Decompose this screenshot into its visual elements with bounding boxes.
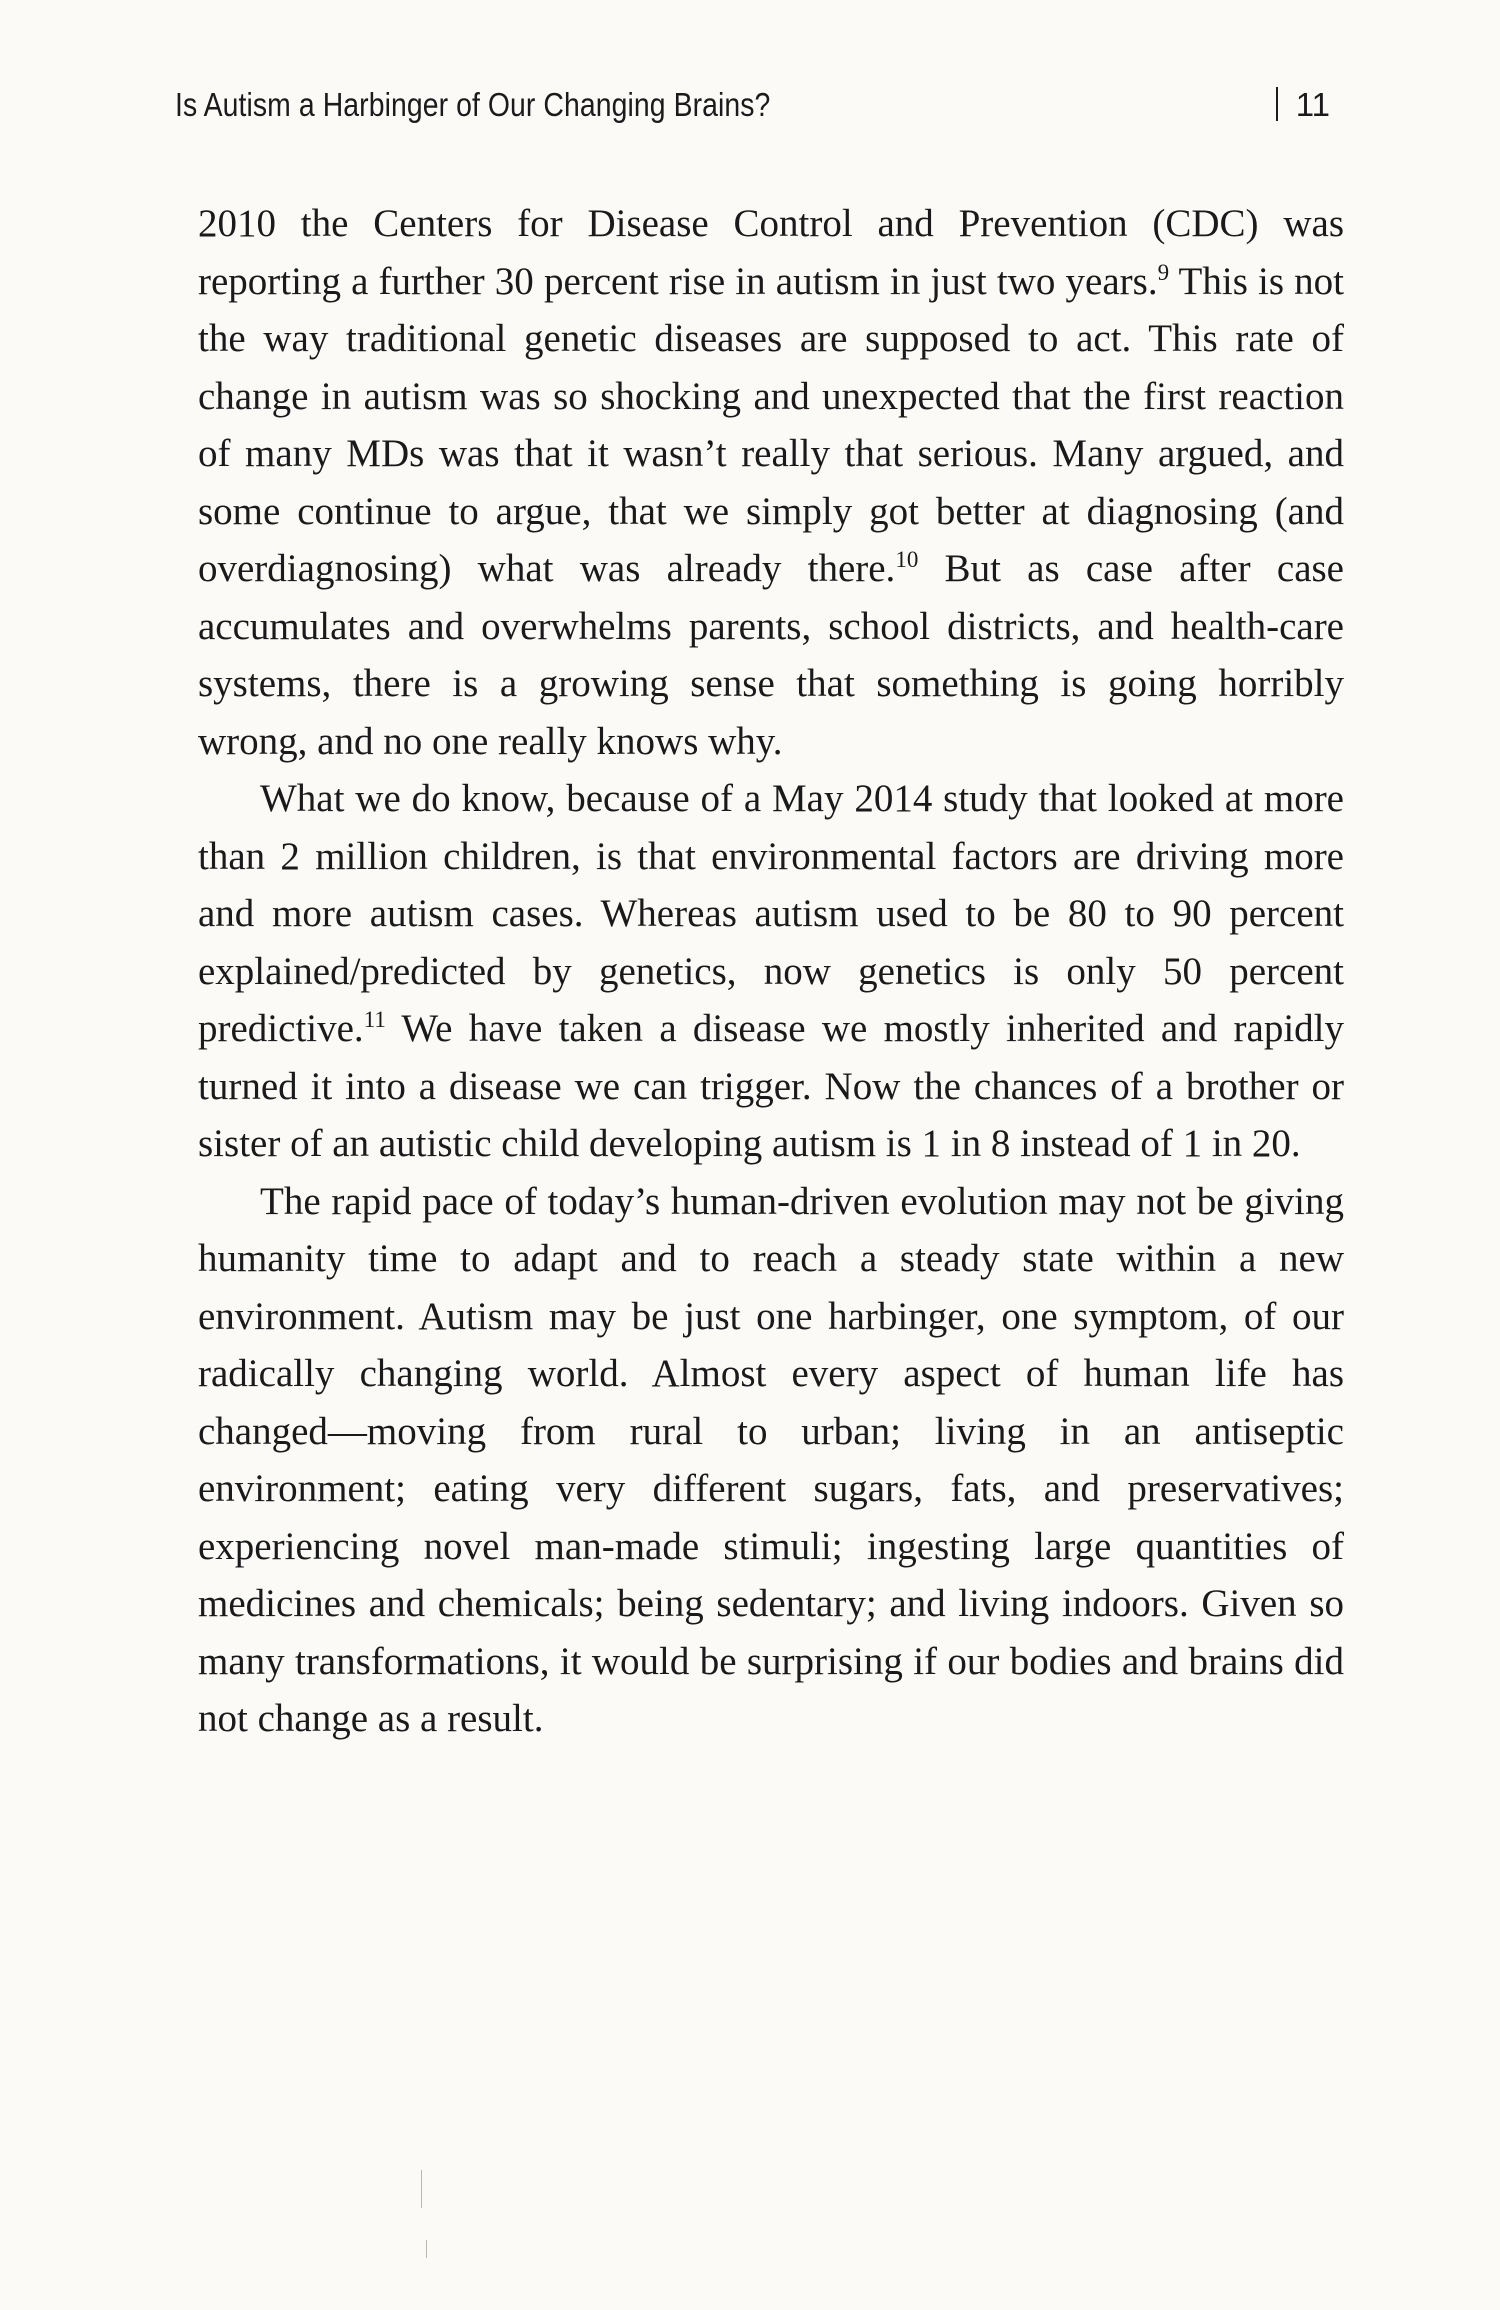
paragraph-2-part-2: We have taken a disease we mostly inherited and rapidly turned it into a disease we can trigger. Now the chances of a brother or sister of an autistic child developing autism is 1 in 8 instead of 1 in 20. bbox=[198, 1007, 1344, 1165]
running-head bbox=[175, 86, 1330, 138]
paragraph-2-part-1: What we do know, because of a May 2014 study that looked at more than 2 million children, is that environmental factors are driving more and more autism cases. Whereas autism used to be 80 to 90 percent explained/predicted by genetics, now genetics is only 50 percent predictive. bbox=[198, 777, 1344, 1050]
paragraph-1 bbox=[198, 195, 1344, 770]
paragraph-1-part-3: But as case after case accumulates and overwhelms parents, school districts, and health-care systems, there is a growing sense that something is going horribly wrong, and no one really knows why. bbox=[198, 547, 1344, 763]
footnote-ref-10: 10 bbox=[895, 547, 919, 572]
paragraph-3: The rapid pace of today’s human-driven evolution may not be giving humanity time to adapt and to reach a steady state within a new environment. Autism may be just one harbinger, one symptom, of our radically changing world. Almost every aspect of human life has changed—moving from rural to urban; living in an antiseptic environment; eating very different sugars, fats, and preservatives; experiencing novel man-made stimuli; ingesting large quantities of medicines and chemicals; being sedentary; and living indoors. Given so many transformations, it would be surprising if our bodies and brains did not change as a result. bbox=[198, 1179, 1344, 1740]
paragraph-1-part-2: This is not the way traditional genetic diseases are supposed to act. This rate of change in autism was so shocking and unexpected that the first reaction of many MDs was that it wasn’t really that serious. Many argued, and some continue to argue, that we simply got better at diagnosing (and overdiagnosing) what was already there. bbox=[198, 259, 1345, 590]
paragraph-1-part-1: 2010 the Centers for Disease Control and Prevention (CDC) was reporting a further 30 percent rise in autism in just two years. bbox=[198, 202, 1344, 303]
body-text bbox=[198, 195, 1344, 1748]
scan-artifact-line bbox=[426, 2240, 427, 2258]
running-title: Is Autism a Harbinger of Our Changing Brains? bbox=[175, 86, 771, 123]
paragraph-2 bbox=[198, 770, 1344, 1173]
footnote-ref-9: 9 bbox=[1157, 259, 1170, 285]
page-number-block bbox=[1276, 86, 1330, 124]
page-number: 11 bbox=[1295, 86, 1330, 123]
page-number-divider bbox=[1276, 87, 1278, 121]
footnote-ref-11: 11 bbox=[363, 1007, 386, 1032]
scan-artifact-line bbox=[421, 2170, 422, 2208]
